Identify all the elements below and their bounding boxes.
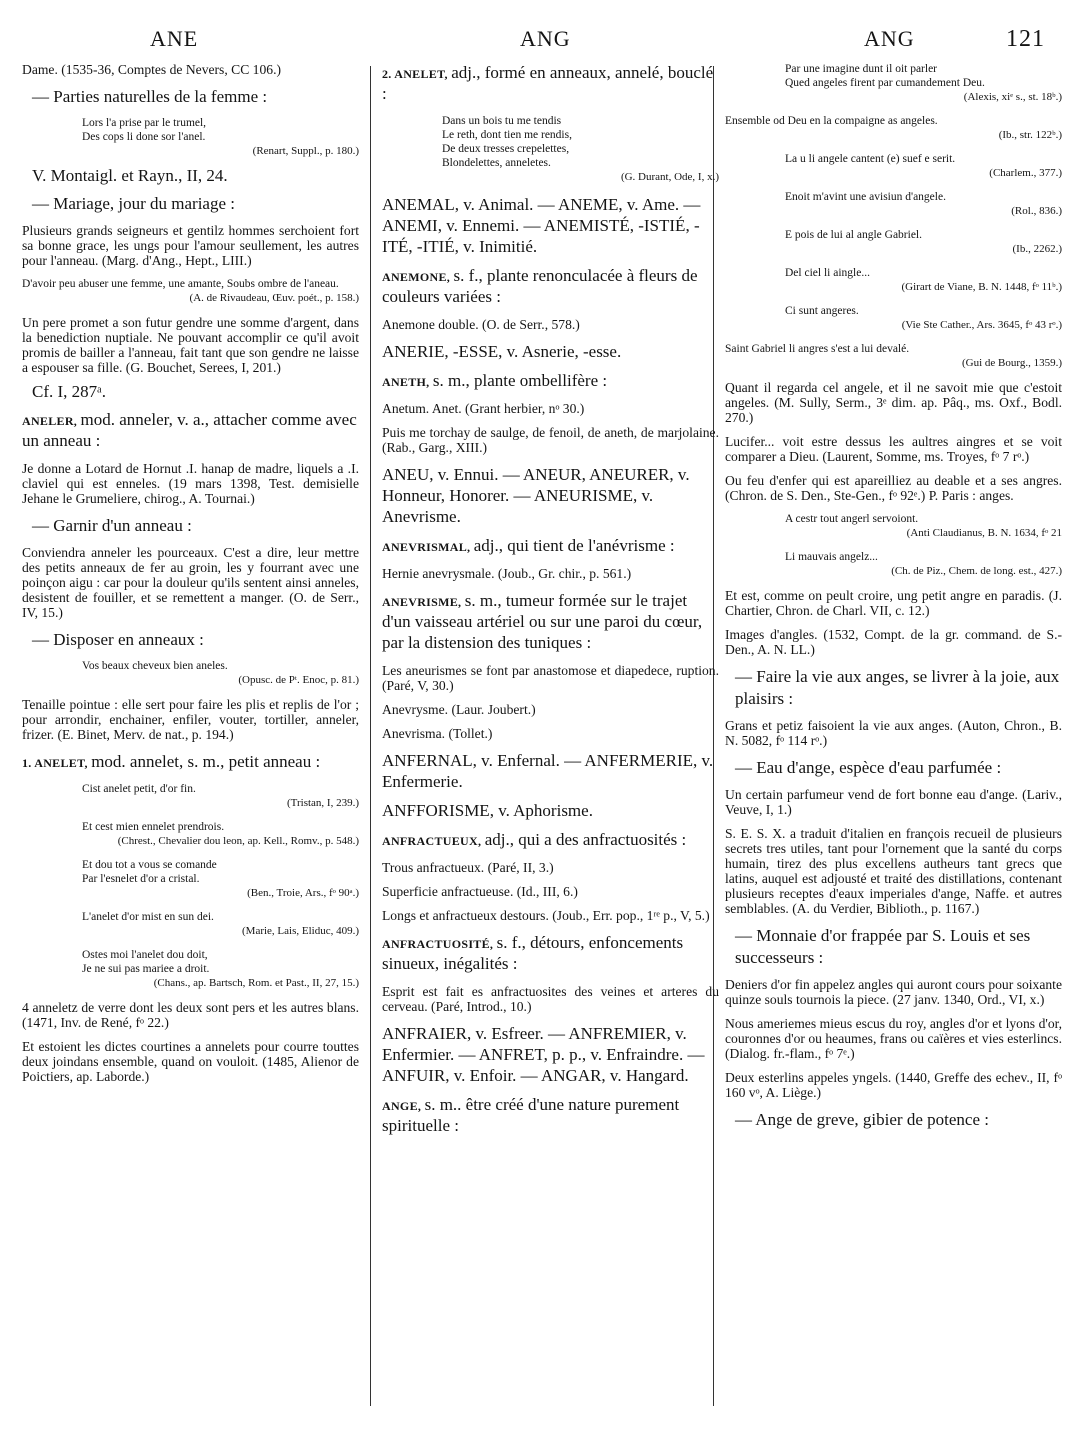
- definition: mod. anneler, v. a., attacher comme avec un anneau :: [22, 410, 357, 450]
- entry-anelet-1: [22, 751, 359, 772]
- definition: s. f., plante renonculacée à fleurs de couleurs variées :: [382, 266, 698, 306]
- citation: Les aneurismes se font par anastomose et diapedece, ruption. (Paré, V, 30.): [382, 663, 719, 693]
- entry-aneth: [382, 370, 719, 391]
- citation: S. E. S. X. a traduit d'italien en françois recueil de plusieurs secrets tres utiles, tant pour l'ornement que la santé du corps humain, tirez des plus excellens autheurs tant grecs que latins, auquel est adjousté et traité des distillations, contenant plusieurs receptes d'eaux imperiales d'ange, Naffe. et autres semblables. (A. du Verdier, Biblioth., p. 1167.): [725, 826, 1062, 916]
- headword: ANFRACTUEUX,: [382, 834, 482, 848]
- source: (Marie, Lais, Eliduc, 409.): [242, 925, 359, 937]
- source: (Renart, Suppl., p. 180.): [252, 145, 359, 157]
- source: (Ib., str. 122ᵇ.): [998, 129, 1062, 141]
- verse-line: Vos beaux cheveux bien aneles.: [82, 660, 228, 672]
- source: (Ch. de Piz., Chem. de long. est., 427.): [891, 565, 1062, 577]
- verse-citation: [22, 858, 359, 900]
- cross-reference-block: ANEMAL, v. Animal. — ANEME, v. Ame. — ANEMI, v. Ennemi. — ANEMISTÉ, -ISTIÉ, -ITÉ, -ITIÉ, v. Inimitié.: [382, 195, 701, 256]
- citation: Anevrisma. (Tollet.): [382, 726, 493, 741]
- entry-anemone: [382, 265, 719, 307]
- page-number: 121: [1006, 26, 1045, 52]
- sense: — Eau d'ange, espèce d'eau parfumée :: [735, 758, 1002, 777]
- headword: ANEVRISME,: [382, 595, 462, 609]
- verse-line: Le reth, dont tien me rendis,: [442, 129, 572, 141]
- definition: s. m., tumeur formée sur le trajet d'un vaisseau artériel ou sur une paroi du cœur, par la distension des tuniques :: [382, 591, 703, 652]
- verse-citation: [725, 266, 1062, 294]
- cross-reference-block: ANFRAIER, v. Esfreer. — ANFREMIER, v. Enfermier. — ANFRET, p. p., v. Enfraindre. — ANFUIR, v. Enfoir. — ANGAR, v. Hangard.: [382, 1024, 705, 1085]
- definition: s. f., détours, enfoncements sinueux, inégalités :: [382, 933, 684, 973]
- sense: — Garnir d'un anneau :: [32, 516, 192, 535]
- source: (Chans., ap. Bartsch, Rom. et Past., II, 27, 15.): [153, 977, 359, 989]
- source: (Girart de Viane, B. N. 1448, fᵒ 11ᵇ.): [901, 281, 1062, 293]
- running-head-left: ANE: [150, 26, 199, 51]
- headword: ANFRACTUOSITÉ,: [382, 937, 494, 951]
- verse-line: De deux tresses crepelettes,: [442, 143, 570, 155]
- citation: Conviendra anneler les pourceaux. C'est a dire, leur mettre des petits anneaux de fer au groin, les y fourrant avec une poinçon aigu : car pour la douleur qu'ils sentent ainsi anneles, desistent de fouiller, et se remettent a manger. (O. de Serr., IV, 15.): [22, 545, 359, 620]
- definition: adj., qui tient de l'anévrisme :: [473, 536, 675, 555]
- verse-citation: [22, 910, 359, 938]
- verse-citation: [22, 782, 359, 810]
- citation: Quant il regarda cel angele, et il ne savoit mie que c'estoit angeles. (M. Sully, Serm., 3ᵉ dim. ap. Pâq., ms. Oxf., Bodl. 270.): [725, 380, 1062, 425]
- citation: Grans et petiz faisoient la vie aux anges. (Auton, Chron., B. N. 5082, fᵒ 114 rᵒ.): [725, 718, 1062, 748]
- citation: Un pere promet a son futur gendre une somme d'argent, dans la benediction nuptiale. Ne pouvant accomplir ce qu'il avoit promis de bailler a l'anneau, fait tant que son gendre ne laisse a espouser sa fille. (G. Bouchet, Serees, I, 201.): [22, 315, 359, 375]
- verse-line: D'avoir peu abuser une femme, une amante, Soubs ombre de l'aneau.: [22, 278, 339, 290]
- cross-reference: V. Montaigl. et Rayn., II, 24.: [32, 166, 228, 185]
- column-2: [382, 62, 719, 1146]
- verse-citation: [725, 512, 1062, 540]
- source: (Chrest., Chevalier dou leon, ap. Kell., Romv., p. 548.): [117, 835, 359, 847]
- citation: Nous ameriemes mieus escus du roy, angles d'or et lyons d'or, couronnes d'or ou heaumes, frans ou caïères et vies esterlincs. (Dialog. fr.-flam., fᵒ 7ᵉ.): [725, 1016, 1062, 1061]
- verse-line: Des cops li done sor l'anel.: [82, 131, 206, 143]
- citation: Dame. (1535-36, Comptes de Nevers, CC 106.): [22, 62, 281, 77]
- citation: Deniers d'or fin appelez angles qui auront cours pour soixante quinze souls tournois la piece. (27 janv. 1340, Ord., VI, x.): [725, 977, 1062, 1007]
- verse-line: Qued angeles firent par cumandement Deu.: [785, 77, 985, 89]
- source: (Rol., 836.): [1011, 205, 1062, 217]
- citation: Je donne a Lotard de Hornut .I. hanap de madre, liquels a .I. claviel qui est enneles. (19 mars 1398, Test. demisielle Jehane le Grumeliere, chirog., A. Tournai.): [22, 461, 359, 506]
- source: (Tristan, I, 239.): [286, 797, 359, 809]
- verse-citation: [22, 277, 359, 305]
- verse-citation: [725, 228, 1062, 256]
- verse-line: Par une imagine dunt il oit parler: [785, 63, 938, 75]
- verse-line: Par l'esnelet d'or a cristal.: [82, 873, 200, 885]
- definition: adj., qui a des anfractuosités :: [484, 830, 687, 849]
- column-1: [22, 62, 359, 1093]
- entry-anelet-2: [382, 62, 719, 104]
- citation: Esprit est fait es anfractuosites des veines et arteres du cerveau. (Paré, Introd., 10.): [382, 984, 719, 1014]
- citation: Un certain parfumeur vend de fort bonne eau d'ange. (Lariv., Veuve, I, 1.): [725, 787, 1062, 817]
- entry-aneler: [22, 409, 359, 451]
- citation: Et est, comme on peult croire, ung petit angre en paradis. (J. Chartier, Chron. de Charl. VII, c. 12.): [725, 588, 1062, 618]
- headword: ANGE,: [382, 1099, 422, 1113]
- running-head-right: ANG: [864, 26, 915, 51]
- verse-line: Et dou tot a vous se comande: [82, 859, 217, 871]
- citation: Anetum. Anet. (Grant herbier, nᵒ 30.): [382, 401, 585, 416]
- citation: Et estoient les dictes courtines a annelets pour courre touttes deux joindans ensemble, quand on vouloit. (1485, Alienor de Poictiers, ap. Laborde.): [22, 1039, 359, 1084]
- verse-line: Ostes moi l'anelet dou doit,: [82, 949, 208, 961]
- verse-line: Li mauvais angelz...: [785, 551, 878, 563]
- source: (Gui de Bourg., 1359.): [961, 357, 1062, 369]
- citation: Anevrysme. (Laur. Joubert.): [382, 702, 536, 717]
- entry-ange: [382, 1094, 719, 1136]
- entry-anfractuosite: [382, 932, 719, 974]
- citation: Longs et anfractueux destours. (Joub., Err. pop., 1ʳᵉ p., V, 5.): [382, 908, 710, 923]
- entry-anevrisme: [382, 590, 719, 653]
- cross-reference-block: ANERIE, -ESSE, v. Asnerie, -esse.: [382, 342, 622, 361]
- verse-line: A cestr tout angerl servoiont.: [785, 513, 919, 525]
- verse-citation: [22, 116, 359, 158]
- cross-reference: Cf. I, 287ᵃ.: [32, 382, 107, 401]
- verse-citation: [22, 659, 359, 687]
- verse-line: E pois de lui al angle Gabriel.: [785, 229, 923, 241]
- definition: adj., formé en anneaux, annelé, bouclé :: [382, 63, 714, 103]
- verse-citation: [725, 190, 1062, 218]
- headword: ANEMONE,: [382, 270, 451, 284]
- citation: Hernie anevrysmale. (Joub., Gr. chir., p. 561.): [382, 566, 632, 581]
- running-head-middle: ANG: [520, 26, 571, 51]
- cross-reference-block: ANEU, v. Ennui. — ANEUR, ANEURER, v. Honneur, Honorer. — ANEURISME, v. Anevrisme.: [382, 465, 690, 526]
- verse-citation: [725, 114, 1062, 142]
- cross-reference-block: ANFFORISME, v. Aphorisme.: [382, 801, 593, 820]
- citation: Anemone double. (O. de Serr., 578.): [382, 317, 580, 332]
- verse-line: Cist anelet petit, d'or fin.: [82, 783, 196, 795]
- definition: s. m., plante ombellifère :: [432, 371, 608, 390]
- source: (Vie Ste Cather., Ars. 3645, fᵒ 43 rᵒ.): [901, 319, 1062, 331]
- source: (Charlem., 377.): [989, 167, 1062, 179]
- source: (Ib., 2262.): [1012, 243, 1062, 255]
- sense: — Disposer en anneaux :: [32, 630, 204, 649]
- citation: Superficie anfractueuse. (Id., III, 6.): [382, 884, 578, 899]
- column-rule-1: [370, 66, 371, 1406]
- citation: Tenaille pointue : elle sert pour faire les plis et replis de l'or ; pour arrondir, enchainer, enfiler, vouter, tortiller, anneler, frizer. (E. Binet, Merv. de nat., p. 194.): [22, 697, 359, 742]
- sense: — Faire la vie aux anges, se livrer à la joie, aux plaisirs :: [735, 667, 1060, 708]
- headword: ANEVRISMAL,: [382, 540, 471, 554]
- verse-line: Et cest mien ennelet prendrois.: [82, 821, 225, 833]
- verse-citation: [22, 948, 359, 990]
- entry-anfractueux: [382, 829, 719, 850]
- verse-citation: [725, 550, 1062, 578]
- verse-citation: [382, 114, 719, 184]
- cross-reference-block: ANFERNAL, v. Enfernal. — ANFERMERIE, v. Enfermerie.: [382, 751, 714, 791]
- definition: s. m.. être créé d'une nature purement spirituelle :: [382, 1095, 680, 1135]
- source: (A. de Rivaudeau, Œuv. poét., p. 158.): [189, 292, 359, 304]
- citation: Trous anfractueux. (Paré, II, 3.): [382, 860, 554, 875]
- sense: — Parties naturelles de la femme :: [32, 87, 268, 106]
- citation: Images d'angles. (1532, Compt. de la gr. command. de S.-Den., A. N. LL.): [725, 627, 1062, 657]
- verse-line: Ci sunt angeres.: [785, 305, 859, 317]
- verse-line: Enoit m'avint une avisiun d'angele.: [785, 191, 946, 203]
- verse-line: L'anelet d'or mist en sun dei.: [82, 911, 214, 923]
- citation: Ou feu d'enfer qui est apareilliez au deable et a ses angres. (Chron. de S. Den., Ste-Gen., fᵒ 92ᵉ.) P. Paris : anges.: [725, 473, 1062, 503]
- verse-citation: [725, 304, 1062, 332]
- headword: 1. ANELET,: [22, 756, 88, 770]
- verse-line: Dans un bois tu me tendis: [442, 115, 562, 127]
- sense: — Mariage, jour du mariage :: [32, 194, 235, 213]
- headword: ANELER,: [22, 414, 78, 428]
- source: (G. Durant, Ode, I, x.): [620, 171, 719, 183]
- entry-anevrismal: [382, 535, 719, 556]
- verse-line: Saint Gabriel li angres s'est a lui devalé.: [725, 343, 910, 355]
- citation: Puis me torchay de saulge, de fenoil, de aneth, de marjolaine. (Rab., Garg., XIII.): [382, 425, 719, 455]
- verse-citation: [725, 152, 1062, 180]
- verse-line: Ensemble od Deu en la compaigne as angeles.: [725, 115, 938, 127]
- verse-citation: [725, 342, 1062, 370]
- source: (Opusc. de Pᵗ. Enoc, p. 81.): [238, 674, 359, 686]
- column-3: [725, 62, 1062, 1139]
- verse-line: Blondelettes, anneletes.: [442, 157, 551, 169]
- headword: 2. ANELET,: [382, 67, 448, 81]
- headword: ANETH,: [382, 375, 430, 389]
- verse-citation: [725, 62, 1062, 104]
- verse-line: La u li angele cantent (e) suef e serit.: [785, 153, 956, 165]
- verse-citation: [22, 820, 359, 848]
- sense: — Monnaie d'or frappée par S. Louis et ses successeurs :: [735, 926, 1031, 967]
- sense: — Ange de greve, gibier de potence :: [735, 1110, 989, 1129]
- definition: mod. annelet, s. m., petit anneau :: [91, 752, 321, 771]
- verse-line: Lors l'a prise par le trumel,: [82, 117, 207, 129]
- citation: Plusieurs grands seigneurs et gentilz hommes serchoient fort sa bonne grace, les ungs pour l'amour seullement, les autres pour l'anneau. (Marg. d'Ang., Hept., LIII.): [22, 223, 359, 268]
- verse-line: Je ne sui pas mariee a droit.: [82, 963, 210, 975]
- source: (Anti Claudianus, B. N. 1634, fᵒ 21: [906, 527, 1062, 539]
- source: (Alexis, xiᵉ s., st. 18ᵇ.): [963, 91, 1062, 103]
- verse-line: Del ciel li aingle...: [785, 267, 870, 279]
- citation: Deux esterlins appeles yngels. (1440, Greffe des echev., II, fᵒ 160 vᵒ, A. Liège.): [725, 1070, 1062, 1100]
- citation: Lucifer... voit estre dessus les aultres aingres et se voit comparer a Dieu. (Laurent, Somme, ms. Troyes, fᵒ 7 rᵒ.): [725, 434, 1062, 464]
- source: (Ben., Troie, Ars., fᵒ 90ᵃ.): [247, 887, 359, 899]
- citation: 4 anneletz de verre dont les deux sont pers et les autres blans. (1471, Inv. de René, fᵒ 22.): [22, 1000, 359, 1030]
